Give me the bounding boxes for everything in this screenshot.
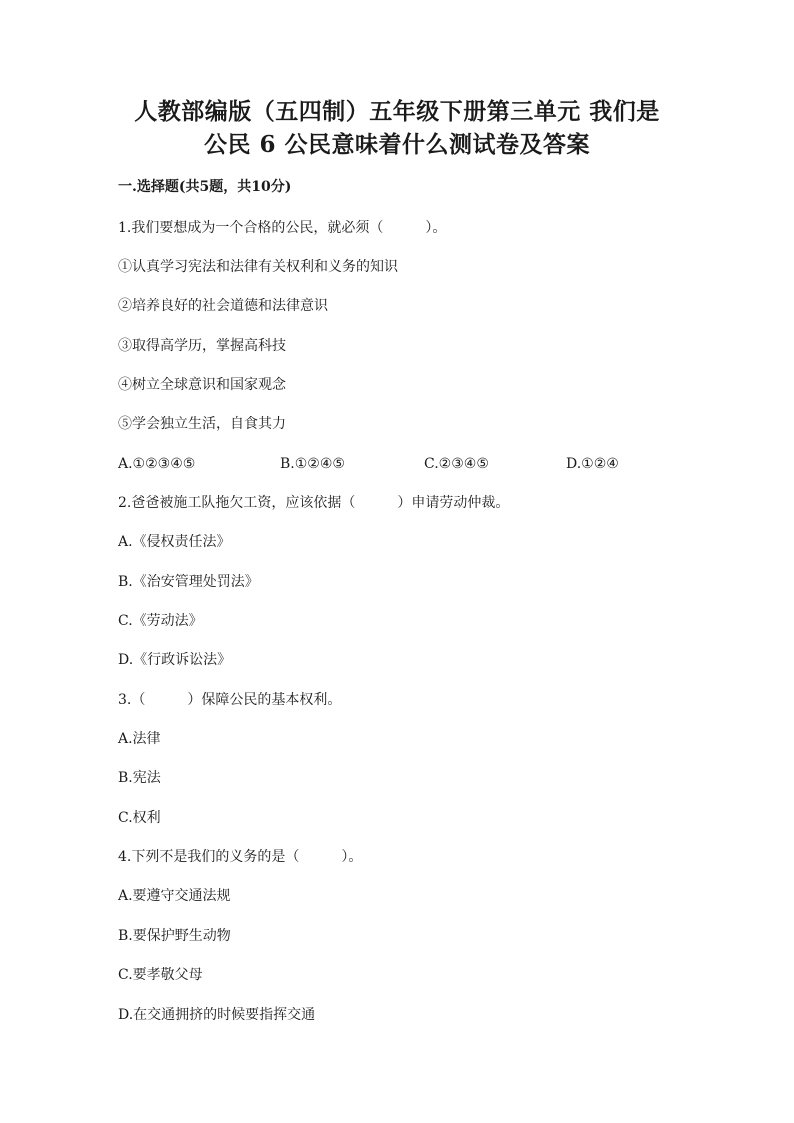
question-2-stem: 2.爸爸被施工队拖欠工资，应该依据（ ）申请劳动仲裁。 xyxy=(118,495,510,511)
document-title-line-1: 人教部编版（五四制）五年级下册第三单元 我们是 xyxy=(134,98,660,125)
question-1-option-b: B.①②④⑤ xyxy=(280,456,345,472)
question-3-stem: 3.（ ）保障公民的基本权利。 xyxy=(118,692,342,708)
question-2-option-c: C.《劳动法》 xyxy=(118,613,203,629)
question-4-stem: 4.下列不是我们的义务的是（ ）。 xyxy=(118,849,363,865)
section-header: 一.选择题(共5题，共10分) xyxy=(118,179,292,195)
question-2-option-a: A.《侵权责任法》 xyxy=(118,534,231,550)
question-1-item-1: ①认真学习宪法和法律有关权利和义务的知识 xyxy=(118,259,398,275)
question-4-option-c: C.要孝敬父母 xyxy=(118,967,203,983)
question-1-option-a: A.①②③④⑤ xyxy=(118,456,196,472)
question-4-option-a: A.要遵守交通法规 xyxy=(118,888,231,904)
question-3-option-c: C.权利 xyxy=(118,810,161,826)
question-4-option-b: B.要保护野生动物 xyxy=(118,928,231,944)
question-1-item-4: ④树立全球意识和国家观念 xyxy=(118,377,286,393)
question-2-option-d: D.《行政诉讼法》 xyxy=(118,652,232,668)
question-1-item-5: ⑤学会独立生活，自食其力 xyxy=(118,416,286,432)
question-2-option-b: B.《治安管理处罚法》 xyxy=(118,574,259,590)
question-3-option-b: B.宪法 xyxy=(118,770,161,786)
document-title-line-2: 公民 6 公民意味着什么测试卷及答案 xyxy=(203,131,591,158)
question-1-option-c: C.②③④⑤ xyxy=(424,456,489,472)
question-1-stem: 1.我们要想成为一个合格的公民，就必须（ ）。 xyxy=(118,220,447,236)
question-1-item-3: ③取得高学历，掌握高科技 xyxy=(118,338,286,354)
question-1-item-2: ②培养良好的社会道德和法律意识 xyxy=(118,298,328,314)
question-1-option-d: D.①②④ xyxy=(566,456,619,472)
question-4-option-d: D.在交通拥挤的时候要指挥交通 xyxy=(118,1007,316,1023)
question-3-option-a: A.法律 xyxy=(118,731,161,747)
